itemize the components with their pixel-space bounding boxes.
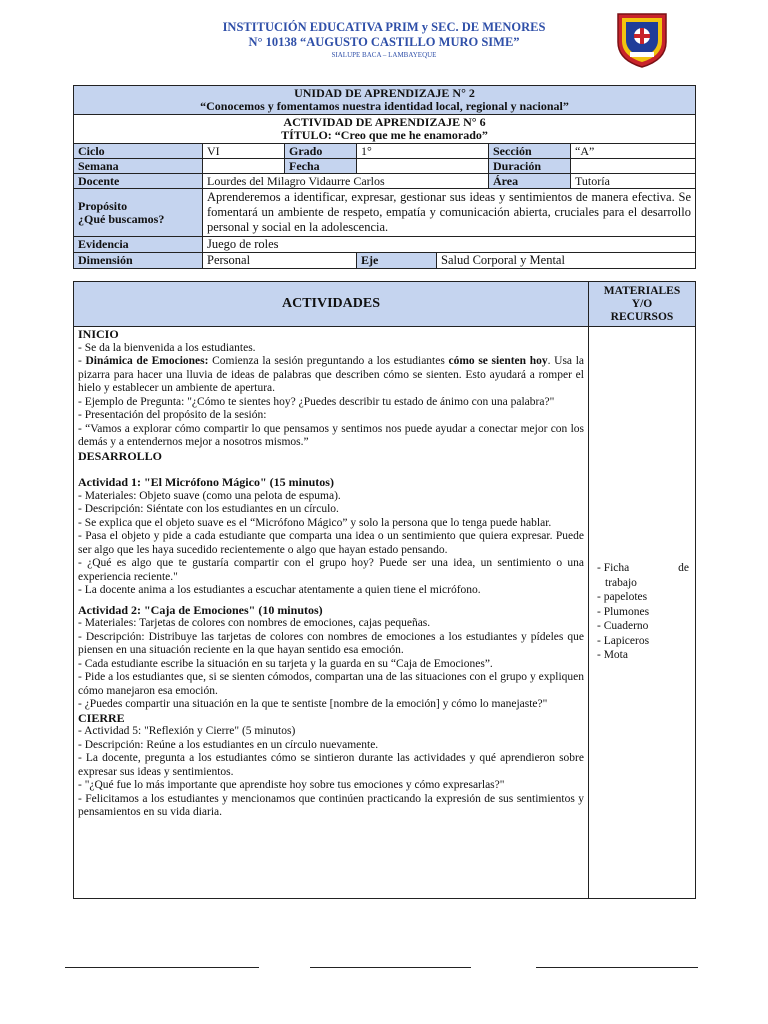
activities-table	[73, 281, 696, 899]
semana-value	[203, 159, 285, 174]
unit-number: UNIDAD DE APRENDIZAJE N° 2	[294, 86, 475, 100]
proposito-label	[74, 189, 203, 237]
cierre-item: - La docente, pregunta a los estudiantes cómo se sintieron durante las actividades y qué aprendieron sobre expresar sus ideas y sentimientos.	[78, 752, 584, 778]
material-item: - Plumones	[597, 605, 650, 618]
activity-1-item: - Materiales: Objeto suave (como una pelota de espuma).	[78, 489, 341, 502]
activity-2-title: Actividad 2: "Caja de Emociones" (10 minutos)	[78, 602, 323, 617]
semana-label: Semana	[74, 159, 203, 174]
activities-content	[74, 327, 589, 899]
cierre-item: - Actividad 5: "Reflexión y Cierre" (5 minutos)	[78, 725, 296, 737]
cierre-item: - "¿Qué fue lo más importante que aprendiste hoy sobre tus emociones y cómo expresarlas?"	[78, 779, 505, 791]
fecha-value	[357, 159, 489, 174]
session-info-table	[73, 85, 696, 269]
material-ficha-de: de	[678, 562, 689, 574]
activity-1-item: - La docente anima a los estudiantes a escuchar atentamente a quien tiene el micrófono.	[78, 584, 481, 596]
desarrollo-heading: DESARROLLO	[78, 448, 163, 463]
activity-title-cell	[74, 115, 696, 144]
fecha-label: Fecha	[285, 159, 357, 174]
inicio-item: - Presentación del propósito de la sesión:	[78, 409, 267, 421]
materials-header-line1: MATERIALES	[603, 284, 681, 297]
inicio-item: - Se da la bienvenida a los estudiantes.	[78, 341, 256, 354]
dinamica-emphasis: cómo se sienten hoy	[448, 355, 548, 367]
docente-label: Docente	[74, 174, 203, 189]
activity-1-item: - ¿Qué es algo que te gustaría compartir con el grupo hoy? Puede ser una idea, un sentimiento o una experiencia reciente."	[78, 557, 584, 583]
proposito-label-1: Propósito	[78, 198, 128, 213]
duracion-label: Duración	[489, 159, 571, 174]
dinamica-text: Comienza la sesión preguntando a los estudiantes	[208, 355, 449, 367]
seccion-label: Sección	[489, 144, 571, 159]
area-label: Área	[489, 174, 571, 189]
activity-1-item: - Descripción: Siéntate con los estudiantes en un círculo.	[78, 503, 339, 515]
evidencia-value: Juego de roles	[203, 237, 696, 253]
activity-1-item: - Se explica que el objeto suave es el “Micrófono Mágico” y solo la persona que lo tenga puede hablar.	[78, 516, 552, 529]
proposito-value: Aprenderemos a identificar, expresar, gestionar sus ideas y sentimientos de manera efectiva. Se fomentará un ambiente de respeto, empatía y comunicación abierta, cruciales para el desarrollo personal y social en la adolescencia.	[203, 189, 696, 237]
activity-2-item: - ¿Puedes compartir una situación en la que te sentiste [nombre de la emoción] y cómo lo manejaste?"	[78, 698, 548, 710]
material-ficha: - Ficha	[597, 562, 630, 574]
dimension-value: Personal	[203, 253, 357, 269]
materials-header	[589, 282, 696, 327]
cierre-item: - Descripción: Reúne a los estudiantes en un círculo nuevamente.	[78, 738, 379, 751]
activity-2-item: - Cada estudiante escribe la situación en su tarjeta y la guarda en su “Caja de Emociones”.	[78, 657, 493, 670]
signature-line-2	[310, 967, 471, 968]
signature-line-3	[536, 967, 698, 968]
ciclo-value: VI	[203, 144, 285, 159]
dinamica-label: Dinámica de Emociones:	[85, 355, 209, 367]
activity-2-item: - Pide a los estudiantes que, si se sienten cómodos, compartan una de las situaciones con el grupo y expliquen cómo manejaron esa emoción.	[78, 671, 584, 697]
material-item: - Lapiceros	[597, 634, 650, 647]
grado-label: Grado	[285, 144, 357, 159]
eje-value: Salud Corporal y Mental	[437, 253, 696, 269]
school-shield-icon	[616, 12, 668, 68]
material-item: - papelotes	[597, 591, 648, 603]
material-item-cont: trabajo	[605, 576, 637, 589]
unit-title: “Conocemos y fomentamos nuestra identidad local, regional y nacional”	[200, 99, 569, 113]
material-item: - Mota	[597, 649, 628, 661]
dinamica-text-end: . Usa la pizarra para hacer una lluvia de ideas de palabras que describen cómo se sienten. Esto ayudará a romper el hielo y establecer un ambiente de apertura.	[78, 355, 584, 394]
material-item	[597, 561, 689, 576]
cierre-item: - Felicitamos a los estudiantes y mencionamos que continúen practicando la expresión de sus sentimientos y pensamientos en su vida diaria.	[78, 792, 584, 818]
inicio-item: - “Vamos a explorar cómo compartir lo que pensamos y sentimos nos puede ayudar a conectar mejor con los demás y a entendernos mejor a nosotros mismos.”	[78, 422, 584, 448]
activity-1-title: Actividad 1: "El Micrófono Mágico" (15 minutos)	[78, 475, 334, 489]
school-name: INSTITUCIÓN EDUCATIVA PRIM y SEC. DE MENORES	[222, 20, 546, 34]
grado-value: 1°	[357, 144, 489, 159]
inicio-item	[78, 355, 584, 396]
dimension-label: Dimensión	[74, 253, 203, 269]
area-value: Tutoría	[571, 174, 696, 189]
seccion-value: “A”	[571, 144, 696, 159]
proposito-label-2: ¿Qué buscamos?	[78, 211, 165, 226]
docente-value: Lourdes del Milagro Vidaurre Carlos	[203, 174, 489, 189]
materials-list	[589, 327, 696, 899]
cierre-heading: CIERRE	[78, 710, 125, 725]
unit-title-cell	[74, 86, 696, 115]
signature-line-1	[65, 967, 259, 968]
school-number: N° 10138 “AUGUSTO CASTILLO MURO SIME”	[248, 35, 520, 49]
duracion-value	[571, 159, 696, 174]
evidencia-label: Evidencia	[74, 237, 203, 253]
activity-title: TÍTULO: “Creo que me he enamorado”	[281, 128, 488, 142]
material-item: - Cuaderno	[597, 620, 649, 632]
inicio-heading: INICIO	[78, 327, 119, 341]
materials-header-line2: Y/O	[631, 297, 653, 310]
activity-number: ACTIVIDAD DE APRENDIZAJE N° 6	[283, 115, 486, 129]
eje-label: Eje	[357, 253, 437, 269]
ciclo-label: Ciclo	[74, 144, 203, 159]
inicio-item: - Ejemplo de Pregunta: "¿Cómo te sientes hoy? ¿Puedes describir tu estado de ánimo con una palabra?"	[78, 395, 555, 408]
school-location: SIALUPE BACA – LAMBAYEQUE	[331, 51, 437, 59]
activity-1-item: - Pasa el objeto y pide a cada estudiante que comparta una idea o un sentimiento que quiera expresar. Puede ser algo que les haya sucedido recientemente o algo que hayan estado pensando.	[78, 530, 584, 556]
materials-header-line3: RECURSOS	[610, 310, 674, 323]
activities-header: ACTIVIDADES	[74, 282, 589, 327]
bullet: -	[78, 355, 86, 367]
activity-2-item: - Materiales: Tarjetas de colores con nombres de emociones, cajas pequeñas.	[78, 617, 431, 629]
activity-2-item: - Descripción: Distribuye las tarjetas de colores con nombres de emociones a los estudiantes y pídeles que piensen en una situación reciente en la que hayan sentido esa emoción.	[78, 630, 584, 656]
